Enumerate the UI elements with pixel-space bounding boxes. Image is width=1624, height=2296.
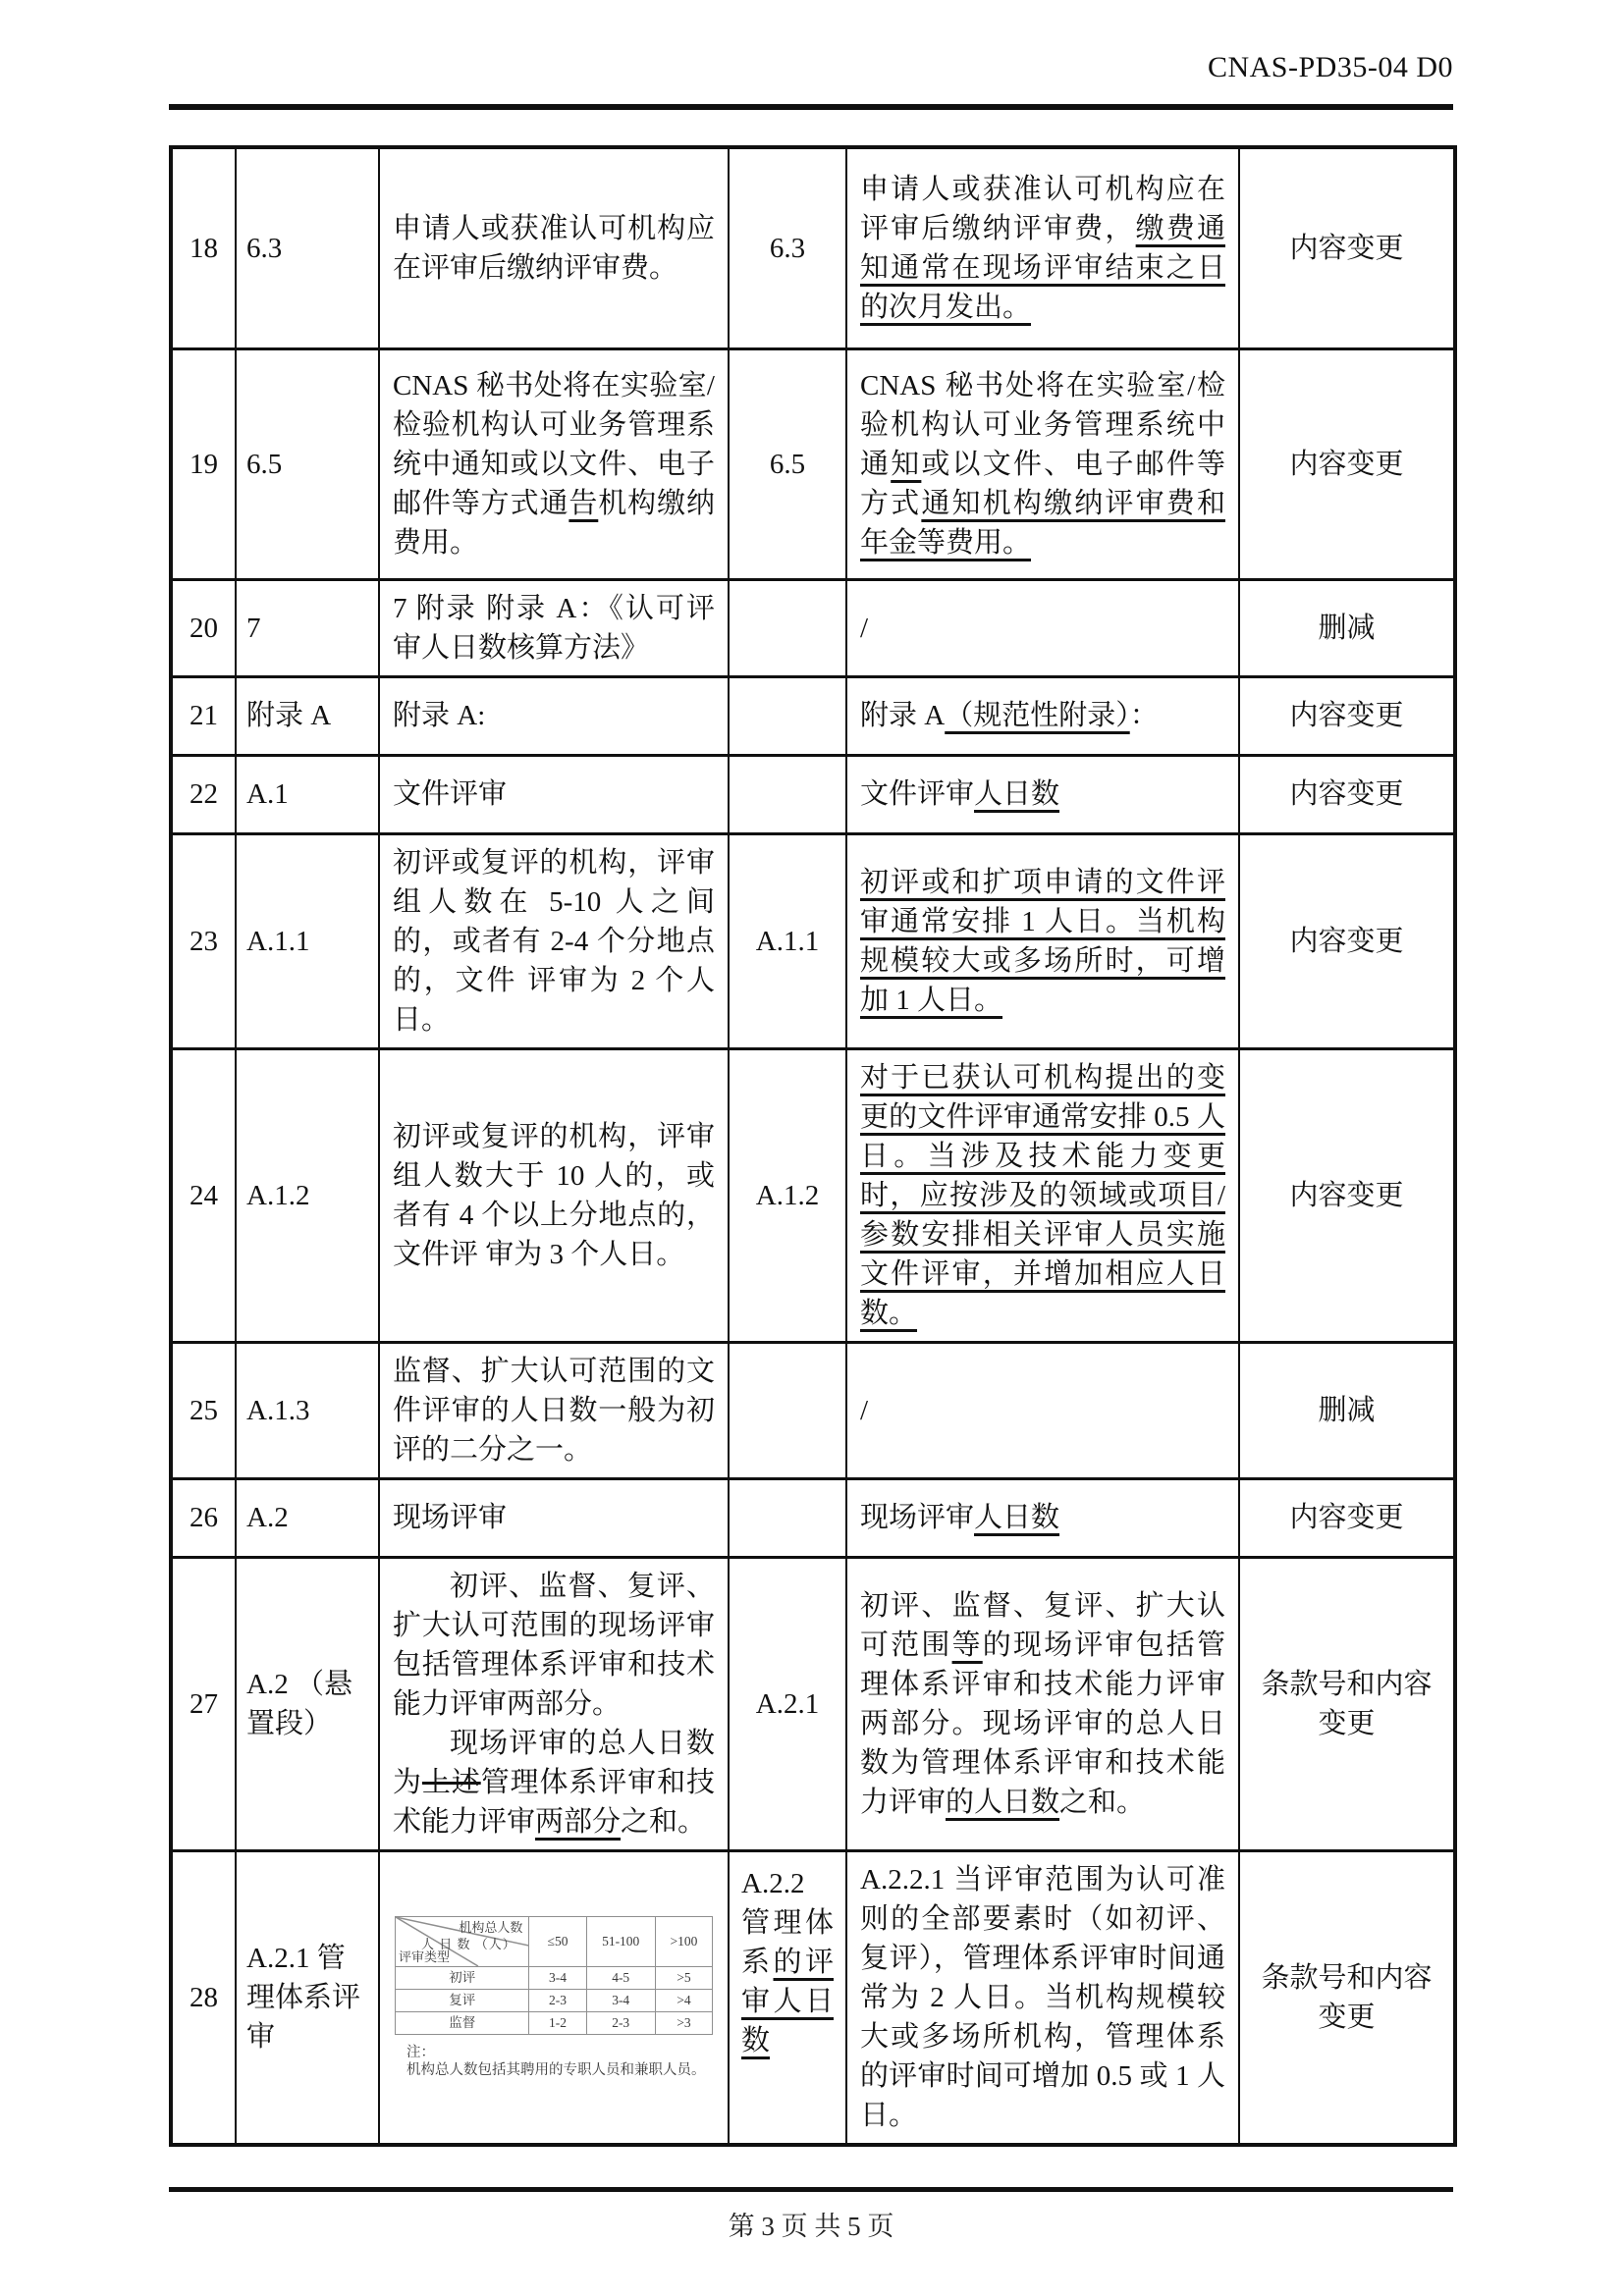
plain-text: 之和。 (621, 1805, 707, 1838)
new-text (846, 755, 1239, 833)
new-clause-no (729, 1478, 846, 1557)
change-type: 内容变更 (1239, 676, 1455, 755)
plain-text: 初评或复评的机构，评审组人数大于 10 人的，或者有 4 个以上分地点的，文件评 审为 3 个人日。 (393, 1120, 715, 1270)
inserted-text: 两部分 (535, 1805, 622, 1838)
mini-col-header: >100 (655, 1916, 712, 1966)
change-type: 内容变更 (1239, 833, 1455, 1048)
new-clause-no (729, 1342, 846, 1478)
mini-value-cell: >5 (655, 1966, 712, 1989)
mini-row-label: 复评 (396, 1989, 529, 2011)
old-clause-no: 6.5 (236, 348, 379, 579)
text-paragraph (393, 843, 715, 1040)
new-text (846, 1342, 1239, 1478)
plain-text: 申请人或获准认可机构应在评审后缴纳评审费， (860, 173, 1225, 244)
plain-text: CNAS 秘书处将在实验室/检验机构认可业务管理系统中通 (860, 369, 1225, 480)
mini-value-cell: 1-2 (529, 2011, 586, 2034)
row-no: 24 (171, 1048, 236, 1342)
text-paragraph (393, 774, 715, 814)
mini-data-row (396, 1966, 713, 1989)
new-clause-no (729, 579, 846, 676)
revision-comparison-table (169, 145, 1457, 2147)
new-clause-no (729, 676, 846, 755)
text-paragraph (860, 366, 1225, 562)
row-no: 26 (171, 1478, 236, 1557)
text-paragraph (860, 696, 1225, 735)
plain-text: 初评、监督、复评、扩大认可范围的现场评审包括管理体系评审和技术能力评审两部分。 (393, 1570, 715, 1720)
plain-text: 附录 A (860, 700, 946, 731)
text-paragraph (860, 863, 1225, 1020)
old-text (379, 1478, 729, 1557)
text-paragraph (860, 1860, 1225, 2135)
old-clause-no: A.1.3 (236, 1342, 379, 1478)
change-type: 内容变更 (1239, 1048, 1455, 1342)
change-type: 删减 (1239, 579, 1455, 676)
mini-value-cell: >3 (655, 2011, 712, 2034)
plain-text: 初评、监督、复评、扩大认可范围 (860, 1589, 1225, 1661)
new-clause-no: A.1.2 (729, 1048, 846, 1342)
new-clause-no: 6.5 (729, 348, 846, 579)
table-row (171, 348, 1455, 579)
mini-col-header: ≤50 (529, 1916, 586, 1966)
text-paragraph (860, 170, 1225, 327)
plain-text: 7 附录 附录 A：《认可评审人日数核算方法》 (393, 592, 715, 664)
mini-row-label: 初评 (396, 1966, 529, 1989)
table-row (171, 1342, 1455, 1478)
old-text (379, 1850, 729, 2145)
old-clause-no: 6.3 (236, 147, 379, 348)
old-clause-no: 7 (236, 579, 379, 676)
old-clause-no: A.2 （悬置段） (236, 1557, 379, 1850)
change-type: 条款号和内容变更 (1239, 1850, 1455, 2145)
old-clause-no: A.1.1 (236, 833, 379, 1048)
text-paragraph (393, 1352, 715, 1469)
plain-text: 文件评审 (393, 778, 508, 810)
new-clause-no: 6.3 (729, 147, 846, 348)
old-text (379, 1557, 729, 1850)
text-paragraph (860, 1391, 1225, 1430)
old-clause-no: 附录 A (236, 676, 379, 755)
old-text (379, 147, 729, 348)
plain-text: 附录 A: (393, 700, 486, 731)
inserted-text: 人日数 (974, 778, 1060, 810)
new-text (846, 348, 1239, 579)
table-row (171, 755, 1455, 833)
person-day-mini-table (395, 1916, 713, 2035)
text-paragraph (741, 1903, 834, 2060)
text-paragraph (393, 1724, 715, 1842)
table-row (171, 1478, 1455, 1557)
diagonal-header-cell (396, 1916, 529, 1966)
mini-value-cell: 3-4 (586, 1989, 655, 2011)
row-no: 19 (171, 348, 236, 579)
old-clause-no: A.1 (236, 755, 379, 833)
plain-text: / (860, 1394, 869, 1426)
plain-text: CNAS 秘书处将在实验室/检验机构认可业务管理系统中通知或以文件、电子邮件等方式通 (393, 369, 715, 519)
text-paragraph (860, 774, 1225, 814)
text-paragraph (393, 1567, 715, 1724)
table-row (171, 1557, 1455, 1850)
table-row (171, 676, 1455, 755)
plain-text: A.2.2.1 当评审范围为认可准则的全部要素时（如初评、复评），管理体系评审时间通常为 2 人日。当机构规模较大或多场所机构，管理体系的评审时间可增加 0.5 或 1 人日。 (860, 1863, 1225, 2131)
text-paragraph (860, 1058, 1225, 1333)
plain-text: A.2.2 (741, 1867, 805, 1899)
mini-value-cell: 3-4 (529, 1966, 586, 1989)
mini-row-label: 监督 (396, 2011, 529, 2034)
new-text (846, 147, 1239, 348)
inserted-text: 缴费通知通常在现场评审结束之日的次月发出。 (860, 212, 1225, 323)
old-text (379, 833, 729, 1048)
change-type: 内容变更 (1239, 755, 1455, 833)
row-no: 23 (171, 833, 236, 1048)
new-text (846, 579, 1239, 676)
text-paragraph (393, 366, 715, 562)
plain-text: 初评或复评的机构，评审组人数在 5-10 人之间的，或者有 2-4 个分地点的，文件 评审为 2 个人日。 (393, 846, 715, 1036)
inserted-text: （规范性附录） (945, 700, 1130, 731)
row-no: 27 (171, 1557, 236, 1850)
plain-text: / (860, 612, 869, 644)
new-clause-no: A.2.1 (729, 1557, 846, 1850)
old-text (379, 755, 729, 833)
new-clause-no: A.1.1 (729, 833, 846, 1048)
diagonal-label: 人 日 数 （人） (421, 1936, 516, 1951)
text-paragraph (393, 589, 715, 667)
inserted-text: 告 (568, 487, 599, 519)
inserted-text: 对于已获认可机构提出的变更的文件评审通常安排 0.5 人日。当涉及技术能力变更时，应按涉及的领域或项目/参数安排相关评审人员实施文件评审，并增加相应人日数。 (860, 1061, 1225, 1329)
old-clause-no: A.2 (236, 1478, 379, 1557)
text-paragraph (393, 1498, 715, 1537)
plain-text: 管理体系 (741, 1906, 834, 1978)
diagonal-label: 评审类型 (399, 1949, 451, 1964)
new-clause-no (729, 1850, 846, 2145)
old-text (379, 676, 729, 755)
new-text (846, 676, 1239, 755)
text-paragraph (860, 1586, 1225, 1822)
plain-text: 文件评审 (860, 778, 975, 810)
table-row (171, 147, 1455, 348)
revision-table-body (171, 147, 1455, 2145)
old-text (379, 348, 729, 579)
change-type: 内容变更 (1239, 1478, 1455, 1557)
mini-header-row (396, 1916, 713, 1966)
plain-text: 机构缴纳费用。 (393, 487, 715, 559)
row-no: 21 (171, 676, 236, 755)
old-clause-no: A.1.2 (236, 1048, 379, 1342)
mini-table-note: 注：机构总人数包括其聘用的专职人员和兼职人员。 (406, 2044, 706, 2078)
plain-text: 的现场评审包括管理体系评审和技术能力评审两部分。现场评审的总人日数为管理体系评审和技术能力评审 (860, 1629, 1225, 1818)
header-rule (169, 104, 1453, 110)
table-row (171, 1850, 1455, 2145)
footer-rule (169, 2187, 1453, 2192)
text-paragraph (860, 1498, 1225, 1537)
change-type: 内容变更 (1239, 348, 1455, 579)
old-clause-no: A.2.1 管理体系评审 (236, 1850, 379, 2145)
embedded-person-day-table (393, 1914, 715, 2081)
row-no: 22 (171, 755, 236, 833)
deleted-text: 上述 (421, 1766, 481, 1798)
plain-text: 现场评审 (393, 1502, 508, 1533)
inserted-text: 的评审人日数 (741, 1946, 834, 2056)
inserted-text: 初评或和扩项申请的文件评审通常安排 1 人日。当机构规模较大或多场所时，可增加 1 人日。 (860, 866, 1225, 1016)
mini-col-header: 51-100 (586, 1916, 655, 1966)
text-paragraph (393, 696, 715, 735)
new-text (846, 1557, 1239, 1850)
plain-text: 现场评审 (860, 1502, 975, 1533)
old-text (379, 1342, 729, 1478)
table-row (171, 579, 1455, 676)
plain-text: 监督、扩大认可范围的文件评审的人日数一般为初评的二分之一。 (393, 1355, 715, 1466)
inserted-text: 等 (951, 1629, 983, 1661)
table-row (171, 833, 1455, 1048)
mini-data-row (396, 1989, 713, 2011)
new-text (846, 1850, 1239, 2145)
text-paragraph (860, 609, 1225, 648)
plain-text: 或以文件、电子邮件等方式 (860, 448, 1225, 519)
diagonal-label: 机构总人数 (459, 1919, 523, 1935)
text-paragraph (393, 209, 715, 288)
inserted-text: 的人日数 (946, 1786, 1060, 1818)
new-text (846, 833, 1239, 1048)
plain-text: ： (1129, 700, 1159, 731)
row-no: 18 (171, 147, 236, 348)
mini-value-cell: 2-3 (529, 1989, 586, 2011)
new-text (846, 1048, 1239, 1342)
row-no: 25 (171, 1342, 236, 1478)
new-clause-no (729, 755, 846, 833)
plain-text: 管理体系评审和技术能力评审 (393, 1766, 715, 1838)
old-text (379, 579, 729, 676)
mini-value-cell: 2-3 (586, 2011, 655, 2034)
mini-data-row (396, 2011, 713, 2034)
change-type: 内容变更 (1239, 147, 1455, 348)
change-type: 删减 (1239, 1342, 1455, 1478)
text-paragraph (393, 1117, 715, 1274)
plain-text: 申请人或获准认可机构应在评审后缴纳评审费。 (393, 212, 715, 284)
table-row (171, 1048, 1455, 1342)
page-number: 第 3 页 共 5 页 (728, 2212, 894, 2241)
mini-value-cell: >4 (655, 1989, 712, 2011)
old-text (379, 1048, 729, 1342)
text-paragraph (741, 1864, 834, 1903)
inserted-text: 知 (891, 448, 922, 480)
inserted-text: 人日数 (974, 1502, 1060, 1533)
plain-text: 之和。 (1059, 1786, 1146, 1818)
inserted-text: 通知机构缴纳评审费和年金等费用。 (860, 487, 1225, 559)
row-no: 28 (171, 1850, 236, 2145)
change-type: 条款号和内容变更 (1239, 1557, 1455, 1850)
mini-value-cell: 4-5 (586, 1966, 655, 1989)
row-no: 20 (171, 579, 236, 676)
plain-text: 现场评审的总人日数为 (393, 1727, 715, 1798)
doc-code: CNAS-PD35-04 D0 (1207, 51, 1453, 83)
new-text (846, 1478, 1239, 1557)
